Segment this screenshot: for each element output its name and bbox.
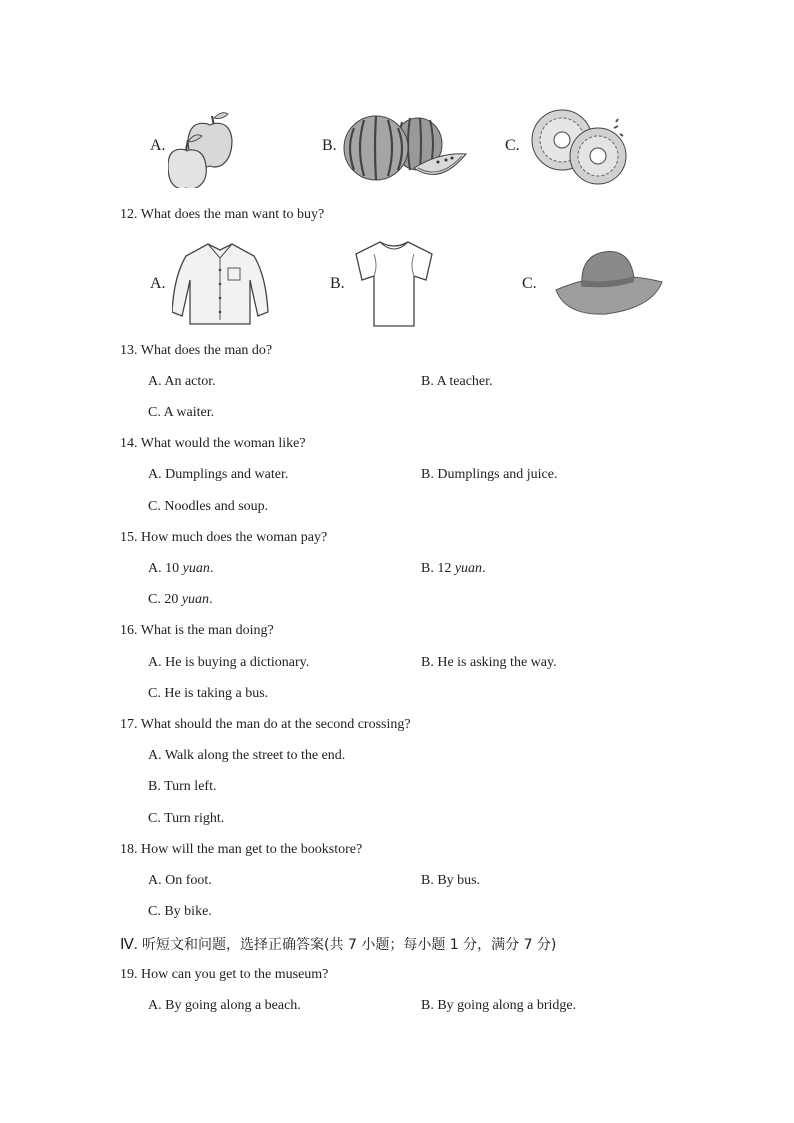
apples-image	[168, 108, 234, 188]
q18-option-b: B. By bus.	[421, 873, 481, 888]
q15-option-a: A. 10 yuan.	[148, 561, 214, 576]
q11-option-b-letter: B.	[322, 137, 337, 154]
q17-question: 17. What should the man do at the second crossing?	[120, 717, 411, 732]
q12-option-b-letter: B.	[330, 275, 345, 292]
donuts-image	[528, 108, 630, 188]
q19-option-a: A. By going along a beach.	[148, 998, 301, 1013]
q18-option-a: A. On foot.	[148, 873, 212, 888]
q17-option-c: C. Turn right.	[148, 811, 225, 826]
q11-option-c-letter: C.	[505, 137, 520, 154]
hat-image	[552, 250, 664, 316]
q14-option-b: B. Dumplings and juice.	[421, 467, 558, 482]
q12-option-a-letter: A.	[150, 275, 166, 292]
section-heading	[120, 934, 556, 954]
q14-option-a: A. Dumplings and water.	[148, 467, 289, 482]
q16-option-b: B. He is asking the way.	[421, 655, 557, 670]
q13-option-a: A. An actor.	[148, 374, 216, 389]
q14-option-c: C. Noodles and soup.	[148, 499, 269, 514]
q17-option-b: B. Turn left.	[148, 779, 217, 794]
q11-option-a-letter: A.	[150, 137, 166, 154]
q19-question: 19. How can you get to the museum?	[120, 967, 329, 982]
q12-question: 12. What does the man want to buy?	[120, 207, 325, 222]
q13-option-b: B. A teacher.	[421, 374, 493, 389]
q18-question: 18. How will the man get to the bookstore?	[120, 842, 363, 857]
q17-option-a: A. Walk along the street to the end.	[148, 748, 346, 763]
q16-option-a: A. He is buying a dictionary.	[148, 655, 310, 670]
q12-option-c-letter: C.	[522, 275, 537, 292]
q18-option-c: C. By bike.	[148, 904, 212, 919]
q13-option-c: C. A waiter.	[148, 405, 215, 420]
shirt-image	[172, 240, 270, 328]
q15-question: 15. How much does the woman pay?	[120, 530, 328, 545]
q16-option-c: C. He is taking a bus.	[148, 686, 269, 701]
q15-option-b: B. 12 yuan.	[421, 561, 486, 576]
q16-question: 16. What is the man doing?	[120, 623, 274, 638]
section-title: 听短文和问题，选择正确答案(共 7 小题；每小题 1 分，满分 7 分)	[142, 937, 557, 953]
section-numeral: Ⅳ.	[120, 937, 138, 953]
q14-question: 14. What would the woman like?	[120, 436, 306, 451]
q15-option-c: C. 20 yuan.	[148, 592, 213, 607]
watermelons-image	[342, 108, 470, 184]
tshirt-image	[350, 238, 438, 330]
q13-question: 13. What does the man do?	[120, 343, 273, 358]
q19-option-b: B. By going along a bridge.	[421, 998, 577, 1013]
